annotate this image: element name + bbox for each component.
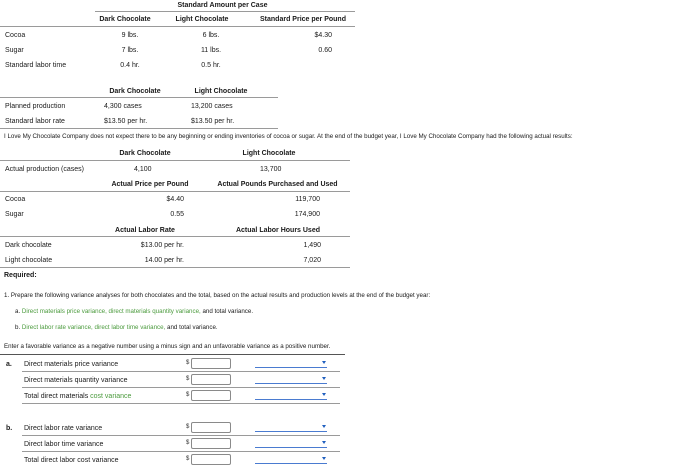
chevron-down-icon — [322, 457, 326, 460]
planned-row-light: $13.50 per hr. — [191, 118, 235, 125]
dm-price-variance-input[interactable] — [191, 358, 231, 369]
chevron-down-icon — [322, 441, 326, 444]
answer-label: Direct materials price variance — [24, 361, 119, 368]
currency-symbol: $ — [186, 424, 190, 430]
std-row-price: 0.60 — [318, 47, 332, 54]
currency-symbol: $ — [186, 360, 190, 366]
qb-green-link[interactable]: Direct labor rate variance, direct labor time variance, — [21, 324, 166, 331]
chevron-down-icon — [322, 361, 326, 364]
std-row-dark: 0.4 hr. — [120, 62, 140, 69]
std-row-dark: 7 lbs. — [121, 47, 139, 54]
actual-price-header: Actual Price per Pound — [111, 181, 189, 188]
answer-a-letter: a. — [6, 361, 12, 368]
actual-production-dark: 4,100 — [134, 166, 152, 173]
currency-symbol: $ — [186, 456, 190, 462]
dm-total-variance-input[interactable] — [191, 390, 231, 401]
actual-production-light: 13,700 — [260, 166, 282, 173]
actual-material-label: Sugar — [5, 211, 24, 218]
currency-symbol: $ — [186, 376, 190, 382]
divider — [0, 236, 350, 237]
divider — [22, 451, 340, 452]
std-row-price: $4.30 — [314, 32, 332, 39]
divider — [22, 371, 340, 372]
dl-rate-variance-input[interactable] — [191, 422, 231, 433]
answer-label: Direct labor rate variance — [24, 425, 103, 432]
actual-labor-label: Light chocolate — [5, 257, 53, 264]
chevron-down-icon — [322, 377, 326, 380]
dm-total-variance-select[interactable] — [255, 390, 327, 400]
dl-total-variance-select[interactable] — [255, 454, 327, 464]
std-row-light: 0.5 hr. — [201, 62, 221, 69]
dl-rate-variance-select[interactable] — [255, 422, 327, 432]
dm-quantity-variance-select[interactable] — [255, 374, 327, 384]
chevron-down-icon — [322, 425, 326, 428]
qa-prefix: a. — [15, 308, 21, 315]
dl-time-variance-input[interactable] — [191, 438, 231, 449]
actual-labor-rate: $13.00 per hr. — [140, 242, 184, 249]
std-col-dark: Dark Chocolate — [99, 16, 151, 23]
required-q1: 1. Prepare the following variance analyses for both chocolates and the total, based on the actual results and production levels at the end of the budget year: — [4, 292, 431, 299]
divider — [95, 11, 355, 12]
divider — [0, 354, 345, 355]
actual-material-pounds: 174,900 — [294, 211, 320, 218]
actual-material-pounds: 119,700 — [295, 196, 320, 203]
answer-label: Total direct labor cost variance — [24, 457, 119, 464]
planned-row-dark: $13.50 per hr. — [104, 118, 148, 125]
cost-variance-link[interactable]: cost variance — [90, 393, 132, 400]
dm-quantity-variance-input[interactable] — [191, 374, 231, 385]
divider — [0, 128, 278, 129]
qb-prefix: b. — [15, 324, 21, 331]
divider — [0, 191, 350, 192]
planned-row-light: 13,200 cases — [191, 103, 233, 110]
std-row-light: 11 lbs. — [200, 47, 222, 54]
planned-col-dark: Dark Chocolate — [109, 88, 161, 95]
actual-pounds-header: Actual Pounds Purchased and Used — [217, 181, 338, 188]
actual-labor-hours: 7,020 — [303, 257, 321, 264]
standard-table-title: Standard Amount per Case — [177, 2, 268, 9]
required-heading: Required: — [4, 272, 37, 279]
divider — [22, 435, 340, 436]
divider — [0, 267, 350, 268]
std-col-light: Light Chocolate — [175, 16, 229, 23]
actual-col-dark: Dark Chocolate — [119, 150, 171, 157]
divider — [0, 160, 350, 161]
required-qa — [15, 307, 253, 316]
actual-labor-rate: 14.00 per hr. — [144, 257, 184, 264]
answer-label: Direct labor time variance — [24, 441, 104, 448]
actual-labor-hours: 1,490 — [303, 242, 321, 249]
actual-production-label: Actual production (cases) — [5, 166, 84, 173]
planned-row-label: Planned production — [5, 103, 66, 110]
actual-material-price: 0.55 — [170, 211, 184, 218]
qb-tail: and total variance. — [167, 324, 218, 331]
required-qb — [15, 323, 218, 332]
actual-rate-header: Actual Labor Rate — [115, 227, 175, 234]
qa-tail: and total variance. — [202, 308, 254, 315]
divider — [22, 387, 340, 388]
actual-col-light: Light Chocolate — [242, 150, 296, 157]
divider — [0, 26, 355, 27]
std-row-label: Cocoa — [5, 32, 26, 39]
actual-material-price: $4.40 — [166, 196, 184, 203]
std-row-label: Sugar — [5, 47, 24, 54]
dm-price-variance-select[interactable] — [255, 358, 327, 368]
dl-time-variance-select[interactable] — [255, 438, 327, 448]
instruction-text: Enter a favorable variance as a negative number using a minus sign and an unfavorable variance as a positive number. — [4, 343, 331, 350]
currency-symbol: $ — [186, 440, 190, 446]
chevron-down-icon — [322, 393, 326, 396]
answer-b-letter: b. — [6, 425, 13, 432]
planned-col-light: Light Chocolate — [194, 88, 248, 95]
dl-total-variance-input[interactable] — [191, 454, 231, 465]
divider — [0, 97, 278, 98]
std-col-price: Standard Price per Pound — [260, 16, 346, 23]
actual-hours-header: Actual Labor Hours Used — [235, 227, 320, 234]
planned-row-dark: 4,300 cases — [104, 103, 142, 110]
answer-label-total-dm — [24, 392, 131, 401]
actual-material-label: Cocoa — [5, 196, 26, 203]
qa-green-link[interactable]: Direct materials price variance, direct materials quantity variance, — [21, 308, 201, 315]
answer-label: Direct materials quantity variance — [24, 377, 128, 384]
actual-labor-label: Dark chocolate — [5, 242, 52, 249]
std-row-dark: 9 lbs. — [121, 32, 139, 39]
currency-symbol: $ — [186, 392, 190, 398]
intro-text: I Love My Chocolate Company does not expect there to be any beginning or ending inventories of cocoa or sugar. At the end of the budget year, I Love My Chocolate Company had the following actual results: — [4, 133, 573, 140]
std-row-label: Standard labor time — [5, 62, 67, 69]
std-row-light: 6 lbs. — [202, 32, 220, 39]
divider — [22, 403, 340, 404]
answer-label: Total direct materials — [24, 393, 91, 400]
planned-row-label: Standard labor rate — [5, 118, 65, 125]
